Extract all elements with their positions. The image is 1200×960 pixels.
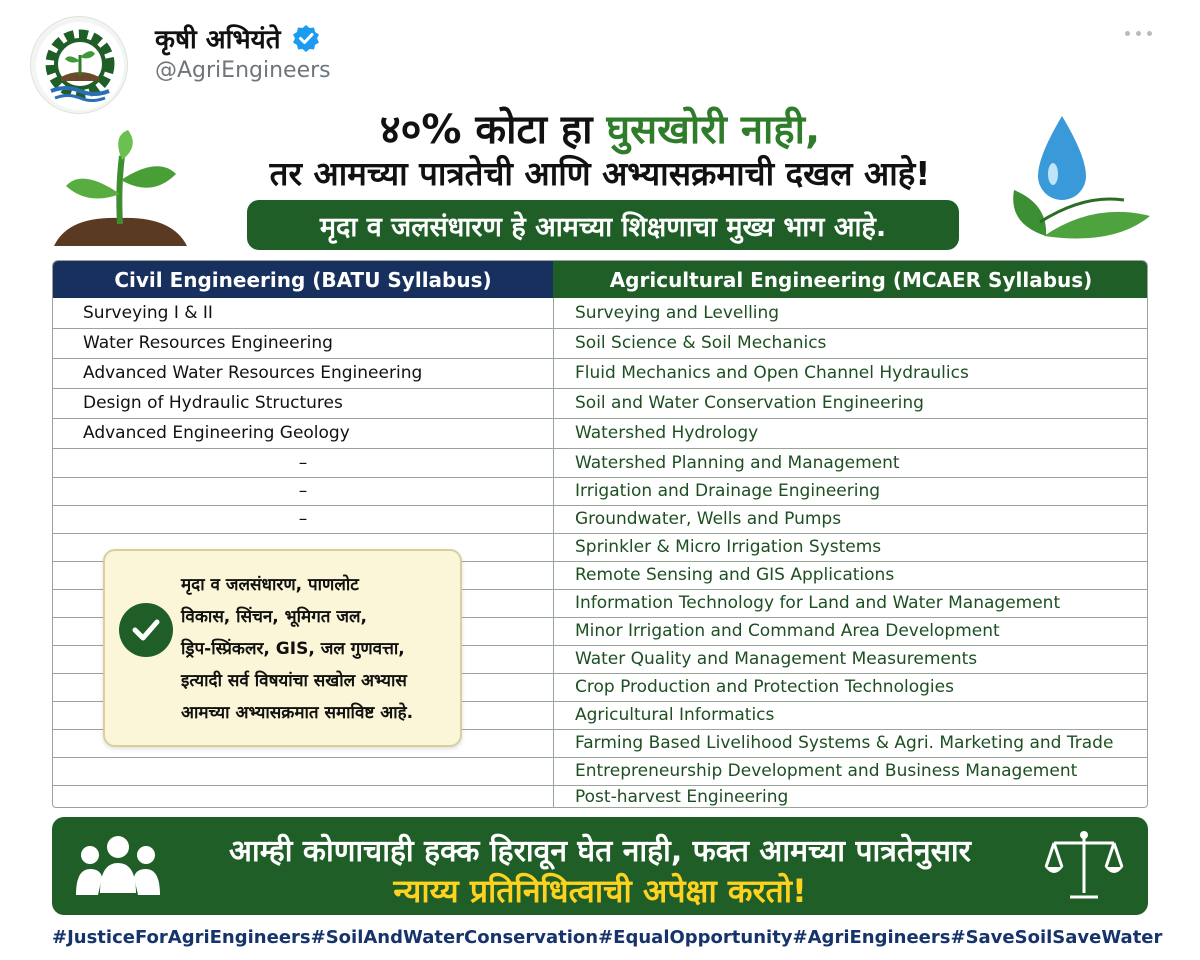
hashtag-link[interactable]: #EqualOpportunity bbox=[598, 926, 793, 948]
title-highlight: घुसखोरी नाही, bbox=[606, 107, 821, 153]
agri-subject-cell: Watershed Planning and Management bbox=[575, 452, 900, 473]
callout-note bbox=[103, 549, 462, 747]
more-dot-icon bbox=[1136, 31, 1141, 36]
column-header-agri: Agricultural Engineering (MCAER Syllabus) bbox=[553, 261, 1148, 298]
civil-subject-cell: Advanced Water Resources Engineering bbox=[83, 363, 423, 383]
column-header-civil: Civil Engineering (BATU Syllabus) bbox=[53, 261, 553, 298]
hashtag-link[interactable]: #SoilAndWaterConservation bbox=[310, 926, 599, 948]
agri-subject-cell: Entrepreneurship Development and Business Management bbox=[575, 761, 1078, 781]
more-dot-icon bbox=[1125, 31, 1130, 36]
agri-subject-cell: Fluid Mechanics and Open Channel Hydraulics bbox=[575, 363, 969, 383]
column-divider bbox=[553, 298, 554, 807]
callout-line: मृदा व जलसंधारण, पाणलोट bbox=[181, 575, 359, 595]
agri-subject-cell: Watershed Hydrology bbox=[575, 423, 759, 443]
callout-line: विकास, सिंचन, भूमिगत जल, bbox=[181, 607, 367, 627]
civil-subject-cell: Surveying I & II bbox=[83, 303, 213, 323]
agri-subject-cell: Information Technology for Land and Water Management bbox=[575, 593, 1061, 613]
agri-subject-cell: Surveying and Levelling bbox=[575, 303, 780, 323]
agri-subject-cell: Crop Production and Protection Technologies bbox=[575, 677, 954, 697]
hashtag-link[interactable]: #JusticeForAgriEngineers bbox=[52, 926, 311, 948]
civil-subject-cell: – bbox=[298, 509, 308, 529]
callout-line: इत्यादी सर्व विषयांचा सखोल अभ्यास bbox=[181, 671, 407, 691]
agri-subject-cell: Sprinkler & Micro Irrigation Systems bbox=[575, 537, 882, 557]
justice-scales-icon bbox=[1044, 829, 1124, 903]
display-name[interactable]: कृषी अभियंते bbox=[155, 25, 281, 55]
hashtag-link[interactable]: #AgriEngineers bbox=[792, 926, 951, 948]
more-options-button[interactable] bbox=[1116, 20, 1160, 46]
agri-subject-cell: Minor Irrigation and Command Area Development bbox=[575, 621, 1000, 641]
verified-badge-icon bbox=[291, 23, 321, 53]
agri-subject-cell: Soil Science & Soil Mechanics bbox=[575, 333, 827, 353]
agri-subject-cell: Soil and Water Conservation Engineering bbox=[575, 393, 924, 413]
bottom-banner bbox=[52, 817, 1148, 915]
civil-subject-cell: Design of Hydraulic Structures bbox=[83, 393, 343, 413]
banner-line1: आम्ही कोणाचाही हक्क हिरावून घेत नाही, फक्त आमच्या पात्रतेनुसार bbox=[229, 834, 971, 869]
agri-subject-cell: Groundwater, Wells and Pumps bbox=[575, 509, 842, 529]
user-handle[interactable]: @AgriEngineers bbox=[155, 58, 331, 83]
poster-title-line2: तर आमच्या पात्रतेची आणि अभ्यासक्रमाची दखल आहे! bbox=[269, 154, 931, 193]
civil-subject-cell: Advanced Engineering Geology bbox=[83, 423, 350, 443]
agri-subject-cell: Farming Based Livelihood Systems & Agri. Marketing and Trade bbox=[575, 733, 1114, 753]
civil-subject-cell: Water Resources Engineering bbox=[83, 333, 333, 353]
agri-subject-cell: Remote Sensing and GIS Applications bbox=[575, 565, 895, 585]
callout-text bbox=[181, 569, 457, 729]
more-dot-icon bbox=[1147, 31, 1152, 36]
hashtag-link[interactable]: #SaveSoilSaveWater bbox=[950, 926, 1163, 948]
callout-line: आमच्या अभ्यासक्रमात समाविष्ट आहे. bbox=[181, 703, 414, 723]
checkmark-icon bbox=[119, 603, 173, 657]
poster-subtitle-pill: मृदा व जलसंधारण हे आमच्या शिक्षणाचा मुख्य भाग आहे. bbox=[247, 200, 959, 250]
hashtag-list bbox=[52, 924, 1163, 950]
civil-subject-cell: – bbox=[298, 452, 308, 473]
post-header bbox=[30, 14, 1170, 114]
agri-subject-cell: Agricultural Informatics bbox=[575, 705, 775, 725]
banner-line2: न्याय्य प्रतिनिधित्वाची अपेक्षा करतो! bbox=[393, 872, 807, 910]
poster-title: ४०% कोटा हा घुसखोरी नाही, bbox=[379, 107, 821, 153]
agri-subject-cell: Water Quality and Management Measurements bbox=[575, 649, 978, 669]
agri-subject-cell: Post-harvest Engineering bbox=[575, 786, 789, 807]
agri-subject-cell: Irrigation and Drainage Engineering bbox=[575, 481, 881, 501]
civil-subject-cell: – bbox=[298, 481, 308, 501]
callout-line: ड्रिप-स्प्रिंकलर, GIS, जल गुणवत्ता, bbox=[181, 639, 405, 659]
